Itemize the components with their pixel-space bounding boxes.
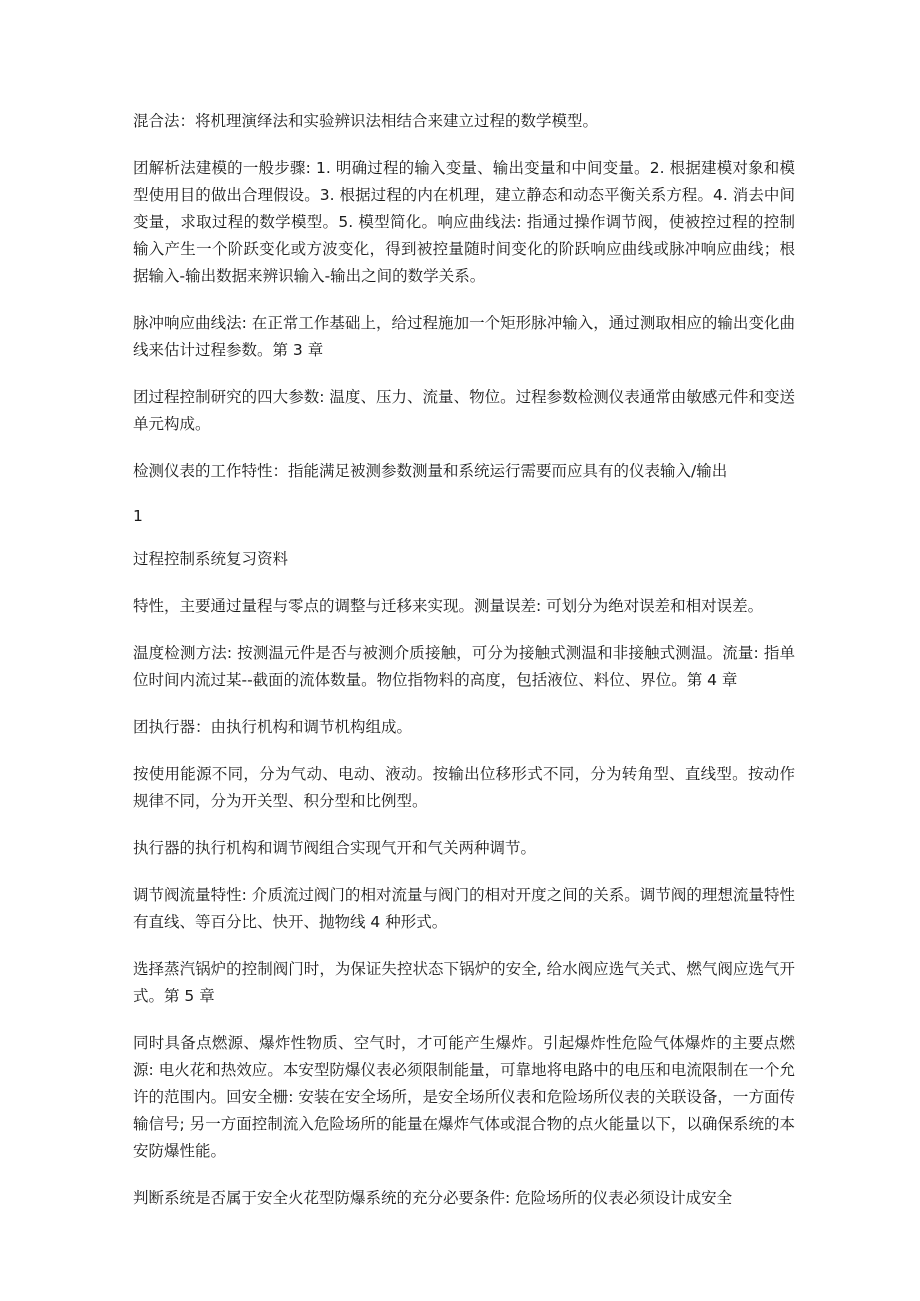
paragraph-actuator-definition: 团执行器：由执行机构和调节机构组成。 bbox=[133, 718, 413, 736]
paragraph-hybrid-method: 混合法：将机理演绎法和实验辨识法相结合来建立过程的数学模型。 bbox=[133, 112, 599, 130]
paragraph-pulse-response: 脉冲响应曲线法: 在正常工作基础上，给过程施加一个矩形脉冲输入，通过测取相应的输出变化曲线来估计过程参数。第 3 章 bbox=[133, 314, 795, 359]
document-page bbox=[133, 108, 795, 1232]
paragraph-boiler-valve-selection: 选择蒸汽锅炉的控制阀门时，为保证失控状态下锅炉的安全, 给水阀应选气关式、燃气阀应选气开式。第 5 章 bbox=[133, 960, 795, 1005]
paragraph-valve-flow-characteristics: 调节阀流量特性: 介质流过阀门的相对流量与阀门的相对开度之间的关系。调节阀的理想流量特性有直线、等百分比、快开、抛物线 4 种形式。 bbox=[133, 886, 795, 931]
paragraph-explosion-protection: 同时具备点燃源、爆炸性物质、空气时，才可能产生爆炸。引起爆炸性危险气体爆炸的主要点燃源: 电火花和热效应。本安型防爆仪表必须限制能量，可靠地将电路中的电压和电流限制在一个允许的范围内。回安全栅: 安装在安全场所，是安全场所仪表和危险场所仪表的关联设备，一方面传输信号; 另一方面控制流入危险场所的能量在爆炸气体或混合物的点火能量以下，以确保系统的本安防爆性能。 bbox=[133, 1034, 795, 1160]
paragraph-range-zero-adjustment: 特性，主要通过量程与零点的调整与迁移来实现。测量误差: 可划分为绝对误差和相对误差。 bbox=[133, 597, 764, 615]
paragraph-air-open-close: 执行器的执行机构和调节阀组合实现气开和气关两种调节。 bbox=[133, 839, 537, 857]
paragraph-actuator-classification: 按使用能源不同，分为气动、电动、液动。按输出位移形式不同，分为转角型、直线型。按动作规律不同，分为开关型、积分型和比例型。 bbox=[133, 765, 795, 810]
paragraph-instrument-characteristics: 检测仪表的工作特性：指能满足被测参数测量和系统运行需要而应具有的仪表输入/输出 bbox=[133, 462, 728, 480]
paragraph-four-parameters: 团过程控制研究的四大参数: 温度、压力、流量、物位。过程参数检测仪表通常由敏感元件和变送单元构成。 bbox=[133, 388, 795, 433]
paragraph-intrinsic-safety-condition: 判断系统是否属于安全火花型防爆系统的充分必要条件: 危险场所的仪表必须设计成安全 bbox=[133, 1189, 733, 1207]
page-number: 1 bbox=[133, 507, 143, 525]
running-title: 过程控制系统复习资料 bbox=[133, 550, 289, 568]
paragraph-analytic-modeling-steps: 团解析法建模的一般步骤: 1. 明确过程的输入变量、输出变量和中间变量。2. 根据建模对象和模型使用目的做出合理假设。3. 根据过程的内在机理，建立静态和动态平衡关系方程。4. 消去中间变量，求取过程的数学模型。5. 模型简化。响应曲线法: 指通过操作调节阀，使被控过程的控制输入产生一个阶跃变化或方波变化，得到被控量随时间变化的阶跃响应曲线或脉冲响应曲线；根据输入-输出数据来辨识输入-输出之间的数学关系。 bbox=[133, 159, 795, 285]
paragraph-temperature-flow-level: 温度检测方法: 按测温元件是否与被测介质接触，可分为接触式测温和非接触式测温。流量: 指单位时间内流过某--截面的流体数量。物位指物料的高度，包括液位、料位、界位。第 4 章 bbox=[133, 644, 795, 689]
